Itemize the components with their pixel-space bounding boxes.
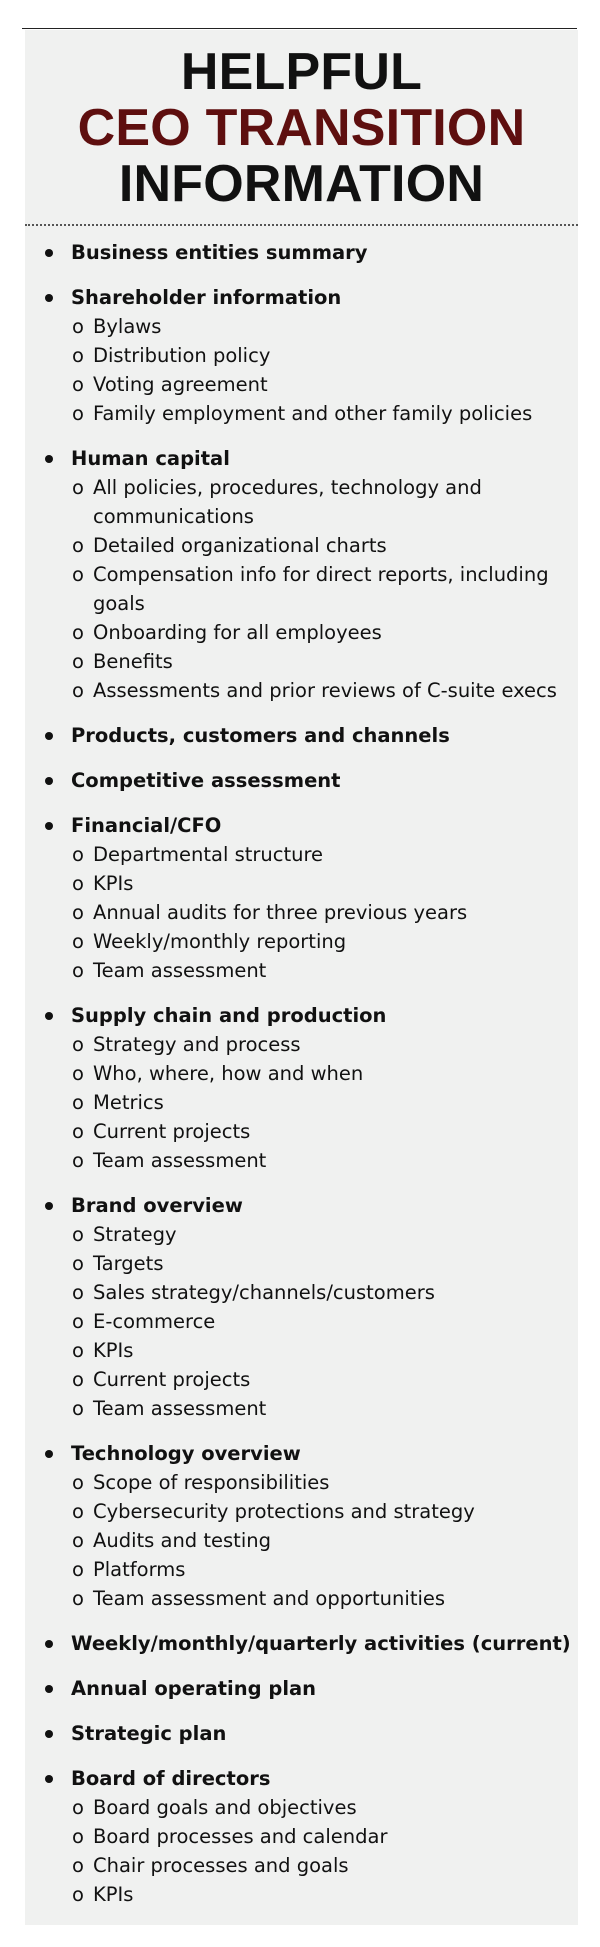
sub-item: o Sales strategy/channels/customers bbox=[93, 1278, 578, 1307]
section-item bbox=[25, 1001, 578, 1175]
section-item bbox=[25, 238, 578, 267]
sub-item: o Who, where, how and when bbox=[93, 1059, 578, 1088]
section-label: Brand overview bbox=[71, 1191, 578, 1220]
sub-item: o Onboarding for all employees bbox=[93, 618, 578, 647]
section-item bbox=[25, 1191, 578, 1423]
sub-item: o Platforms bbox=[93, 1555, 578, 1584]
sub-item: o Current projects bbox=[93, 1117, 578, 1146]
sub-item: o Annual audits for three previous years bbox=[93, 898, 578, 927]
sub-item: o E-commerce bbox=[93, 1307, 578, 1336]
sub-item: o Chair processes and goals bbox=[93, 1851, 578, 1880]
sub-item: o Board processes and calendar bbox=[93, 1822, 578, 1851]
sub-list bbox=[71, 840, 578, 985]
section-label: Board of directors bbox=[71, 1764, 578, 1793]
sub-list bbox=[71, 1030, 578, 1175]
sub-item: o Team assessment bbox=[93, 1146, 578, 1175]
sub-item: o Team assessment bbox=[93, 956, 578, 985]
sub-item: o Scope of responsibilities bbox=[93, 1468, 578, 1497]
section-item bbox=[25, 283, 578, 428]
sub-list bbox=[71, 1220, 578, 1423]
sub-item: o Strategy and process bbox=[93, 1030, 578, 1059]
sub-item: o Targets bbox=[93, 1249, 578, 1278]
section-item bbox=[25, 721, 578, 750]
section-item bbox=[25, 1439, 578, 1613]
sub-item: o Team assessment and opportunities bbox=[93, 1584, 578, 1613]
section-item bbox=[25, 1764, 578, 1909]
sub-item: o Current projects bbox=[93, 1365, 578, 1394]
sub-list bbox=[71, 1468, 578, 1613]
title-line-1: HELPFUL bbox=[180, 43, 423, 101]
sub-item: o Strategy bbox=[93, 1220, 578, 1249]
section-label: Business entities summary bbox=[71, 238, 578, 267]
section-item bbox=[25, 811, 578, 985]
sub-list bbox=[71, 1793, 578, 1909]
sub-item: o KPIs bbox=[93, 1880, 578, 1909]
section-label: Technology overview bbox=[71, 1439, 578, 1468]
section-list bbox=[25, 226, 578, 1909]
section-item bbox=[25, 1719, 578, 1748]
page-title bbox=[25, 30, 578, 212]
top-rule bbox=[22, 28, 577, 29]
sub-item: o Benefits bbox=[93, 647, 578, 676]
section-item bbox=[25, 444, 578, 705]
section-label: Annual operating plan bbox=[71, 1674, 578, 1703]
section-item bbox=[25, 1629, 578, 1658]
section-label: Strategic plan bbox=[71, 1719, 578, 1748]
title-line-2: CEO TRANSITION bbox=[77, 99, 526, 157]
sub-list bbox=[71, 312, 578, 428]
sub-item: o Family employment and other family policies bbox=[93, 399, 578, 428]
sub-item: o Bylaws bbox=[93, 312, 578, 341]
section-label: Products, customers and channels bbox=[71, 721, 578, 750]
section-item bbox=[25, 1674, 578, 1703]
title-line-3: INFORMATION bbox=[118, 155, 485, 213]
sub-item: o Audits and testing bbox=[93, 1526, 578, 1555]
sub-item: o Compensation info for direct reports, including goals bbox=[93, 560, 578, 618]
section-label: Shareholder information bbox=[71, 283, 578, 312]
sub-item: o Team assessment bbox=[93, 1394, 578, 1423]
section-label: Financial/CFO bbox=[71, 811, 578, 840]
sub-item: o Weekly/monthly reporting bbox=[93, 927, 578, 956]
sub-item: o Voting agreement bbox=[93, 370, 578, 399]
section-label: Competitive assessment bbox=[71, 766, 578, 795]
sub-list bbox=[71, 473, 578, 705]
sub-item: o Detailed organizational charts bbox=[93, 531, 578, 560]
sub-item: o KPIs bbox=[93, 1336, 578, 1365]
sub-item: o Distribution policy bbox=[93, 341, 578, 370]
section-label: Supply chain and production bbox=[71, 1001, 578, 1030]
sub-item: o All policies, procedures, technology and communications bbox=[93, 473, 578, 531]
section-label: Human capital bbox=[71, 444, 578, 473]
sub-item: o Board goals and objectives bbox=[93, 1793, 578, 1822]
sub-item: o Cybersecurity protections and strategy bbox=[93, 1497, 578, 1526]
sub-item: o Assessments and prior reviews of C-suite execs bbox=[93, 676, 578, 705]
info-card bbox=[25, 30, 578, 1925]
sub-item: o KPIs bbox=[93, 869, 578, 898]
section-item bbox=[25, 766, 578, 795]
sub-item: o Metrics bbox=[93, 1088, 578, 1117]
sub-item: o Departmental structure bbox=[93, 840, 578, 869]
section-label: Weekly/monthly/quarterly activities (current) bbox=[71, 1629, 578, 1658]
